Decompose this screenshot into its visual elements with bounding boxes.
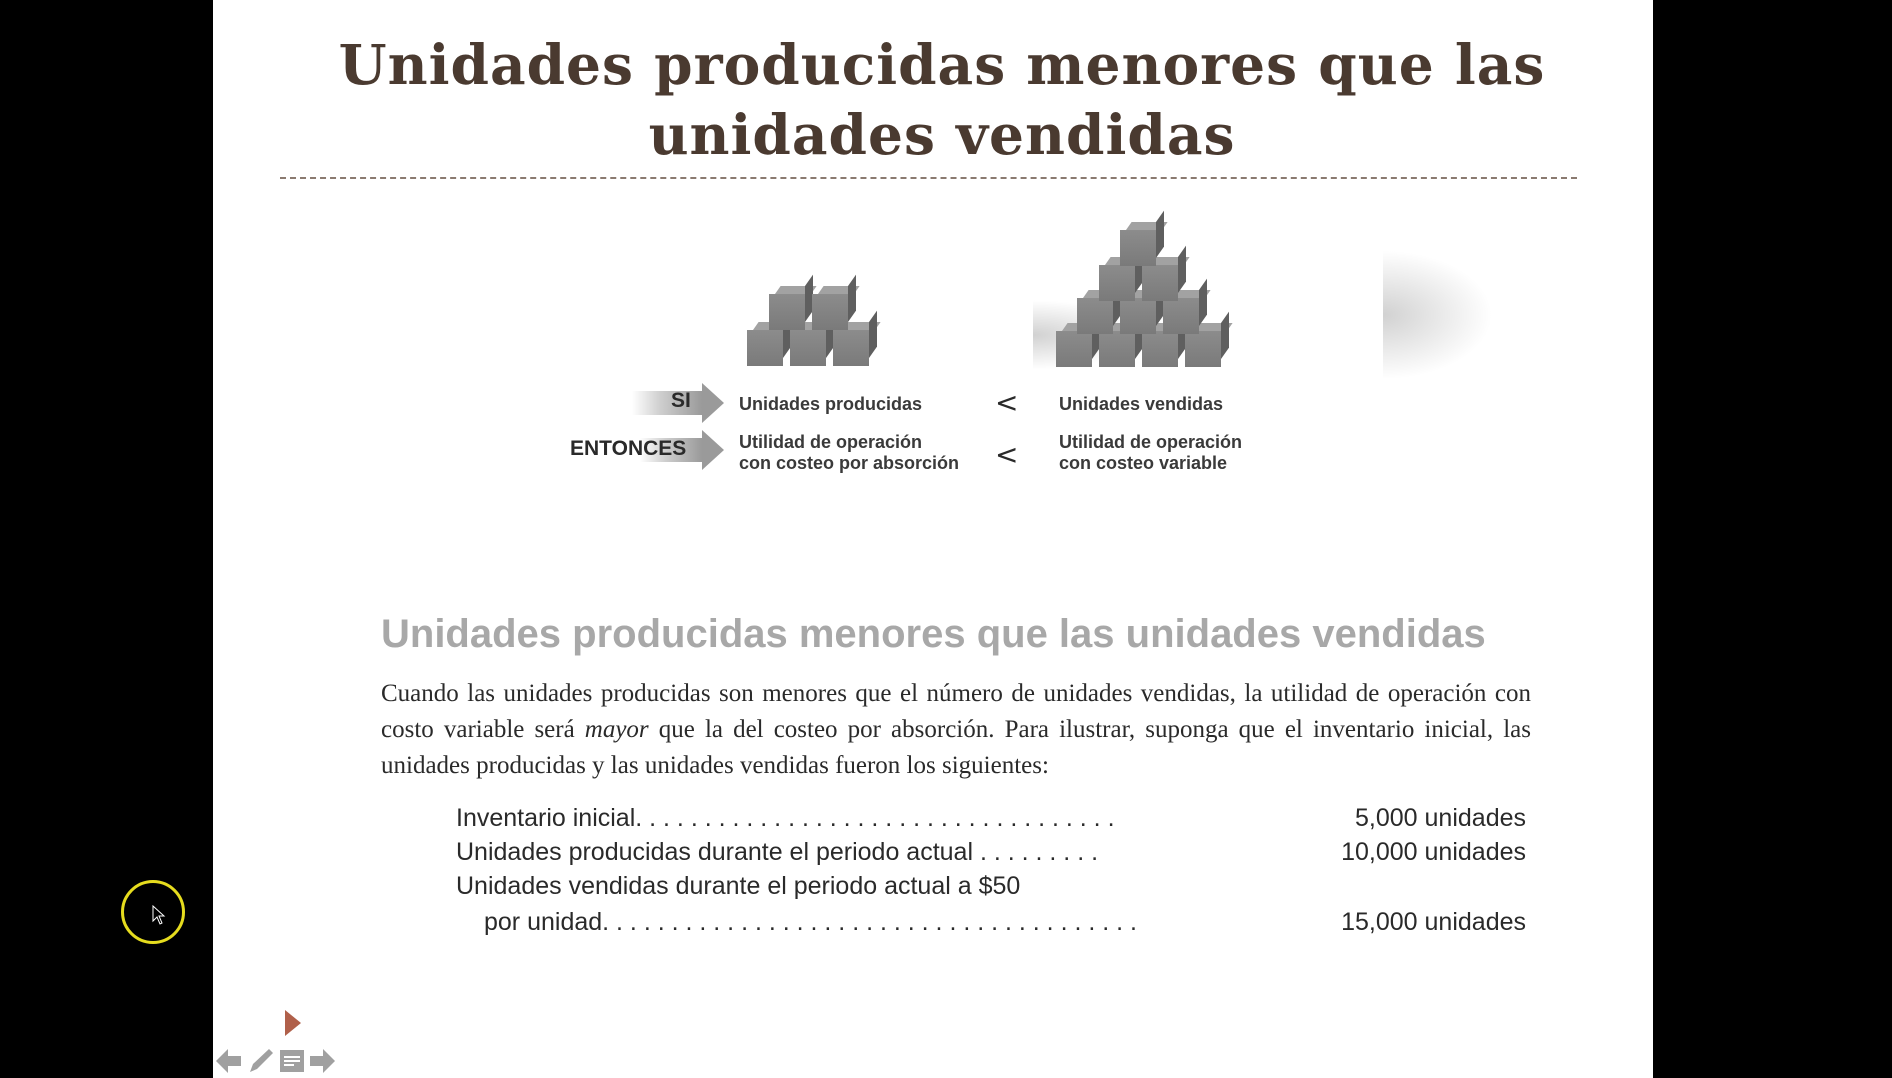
presentation-slide xyxy=(213,0,1653,1078)
mouse-cursor-icon xyxy=(152,905,166,925)
table-row xyxy=(456,804,1526,838)
section-subheading: Unidades producidas menores que las unidades vendidas xyxy=(381,612,1486,656)
table-row xyxy=(456,838,1526,872)
variable-income-line1: Utilidad de operación xyxy=(1059,432,1243,452)
si-label: SI xyxy=(671,389,691,412)
absorption-income-line2: con costeo por absorción xyxy=(739,453,960,473)
row-label: Inventario inicial. . . . . . . . . . . . . . . . . . . . . . . . . . . . . . . . . . . xyxy=(456,804,1115,832)
row-value: 15,000 unidades xyxy=(1341,908,1526,936)
row-value: 10,000 unidades xyxy=(1341,838,1526,866)
slide-title-line1: Unidades producidas menores que las xyxy=(338,32,1546,97)
arrow-left-icon[interactable] xyxy=(216,1049,242,1073)
play-icon[interactable] xyxy=(283,1008,303,1038)
less-than-icon: < xyxy=(995,438,1019,471)
row-value: 5,000 unidades xyxy=(1355,804,1526,832)
row-label: Unidades producidas durante el periodo actual . . . . . . . . . xyxy=(456,838,1099,866)
variable-income-line2: con costeo variable xyxy=(1059,453,1228,473)
table-row xyxy=(456,872,1526,906)
variable-income-label xyxy=(1059,432,1242,474)
row-label: por unidad. . . . . . . . . . . . . . . . . . . . . . . . . . . . . . . . . . . . . . . xyxy=(484,908,1137,936)
units-produced-label: Unidades producidas xyxy=(739,394,923,414)
comparison-figure xyxy=(213,0,1653,500)
absorption-income-label xyxy=(739,432,959,474)
table-row xyxy=(456,908,1526,942)
explanation-paragraph xyxy=(381,676,1531,784)
menu-icon[interactable] xyxy=(280,1050,304,1072)
paragraph-part2: que la del costeo por absorción. Para ilustrar, suponga que el inventario inicial, las unidades producidas y las unidades vendidas fueron los siguientes: xyxy=(381,716,1531,779)
paragraph-emphasis: mayor xyxy=(584,716,649,743)
pen-icon[interactable] xyxy=(247,1047,275,1075)
absorption-income-line1: Utilidad de operación xyxy=(739,432,923,452)
row-label: Unidades vendidas durante el periodo actual a $50 xyxy=(456,872,1021,900)
less-than-icon: < xyxy=(995,386,1019,419)
entonces-label: ENTONCES xyxy=(570,437,687,460)
units-sold-label: Unidades vendidas xyxy=(1059,394,1224,414)
arrow-right-icon[interactable] xyxy=(309,1049,335,1073)
slide-title-line2: unidades vendidas xyxy=(648,102,1236,167)
paragraph-part1: Cuando las unidades producidas son menores que el número de unidades vendidas, la utilidad de operación con costo variable será xyxy=(381,680,1531,743)
